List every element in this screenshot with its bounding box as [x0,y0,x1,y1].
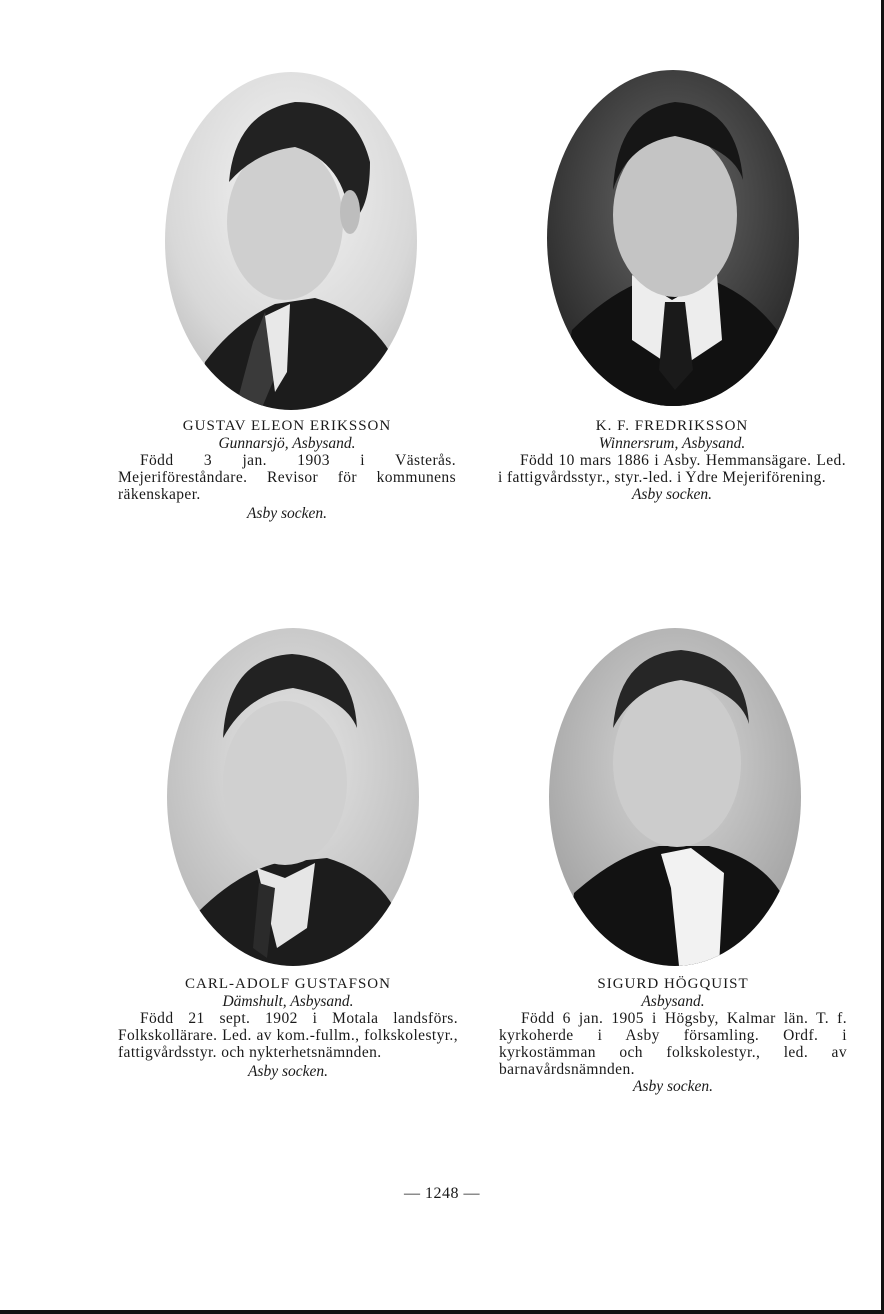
biography-text: Född 6 jan. 1905 i Högsby, Kalmar län. T. f. kyrkoherde i Asby församling. Ordf. i kyrkostämman och folkskolestyr., led. av barnavårdsnämnden. [499,1010,847,1078]
biography-text: Född 10 mars 1886 i Asby. Hemmansägare. Led. i fattigvårdsstyr., styr.-led. i Ydre Mejeriförening. [498,452,846,486]
biography-text: Född 3 jan. 1903 i Västerås. Mejeriföreståndare. Revisor för kommunens räkenskaper. [118,452,456,503]
page-number: — 1248 — [404,1185,480,1202]
biography-entry-2 [498,418,846,503]
biography-entry-1 [118,418,456,522]
biography-entry-3 [118,976,458,1080]
residence: Asbysand. [641,993,705,1010]
portrait-photo-carl-adolf-gustafson [167,628,419,966]
parish-label: Asby socken. [246,505,328,522]
residence: Gunnarsjö, Asbysand. [218,435,356,452]
parish-label: Asby socken. [631,486,713,503]
scan-edge-bottom [0,1310,884,1314]
portrait-photo-gustav-eleon-eriksson [165,72,417,410]
residence: Winnersrum, Asbysand. [598,435,746,452]
person-name: K. F. FREDRIKSSON [595,418,749,434]
person-name: SIGURD HÖGQUIST [597,976,749,992]
parish-label: Asby socken. [247,1063,329,1080]
portrait-photo-k-f-fredriksson [547,70,799,406]
biography-entry-4 [499,976,847,1095]
person-name: CARL-ADOLF GUSTAFSON [185,976,391,992]
biography-text: Född 21 sept. 1902 i Motala landsförs. Folkskollärare. Led. av kom.-fullm., folkskolestyr., fattigvårdsstyr. och nykterhetsnämnden. [118,1010,458,1061]
person-name: GUSTAV ELEON ERIKSSON [182,418,392,434]
residence: Dämshult, Asbysand. [222,993,354,1010]
portrait-photo-sigurd-hogquist [549,628,801,966]
parish-label: Asby socken. [632,1078,714,1095]
